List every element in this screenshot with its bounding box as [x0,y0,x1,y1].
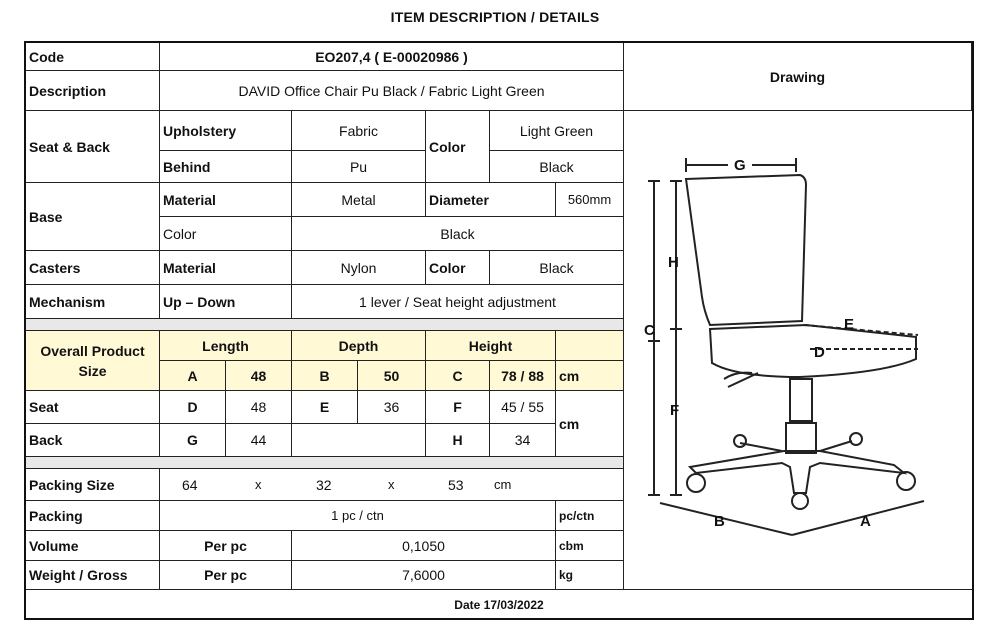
casters-material-label: Material [160,251,292,285]
casters-color-label: Color [426,251,490,285]
drawing-label-h: H [668,254,679,271]
mechanism-label: Mechanism [26,285,160,319]
packing-length: 64 [182,476,198,493]
seat-back-color-label: Color [426,111,490,183]
drawing-label-g: G [734,157,746,174]
packing-x-2: x [388,477,395,492]
dim-h-value: 34 [490,424,556,457]
mechanism-value: 1 lever / Seat height adjustment [292,285,624,319]
volume-value: 0,1050 [292,531,556,561]
base-color-value: Black [292,217,624,251]
caster-back-left [734,435,746,447]
drawing-label-a: A [860,513,871,530]
casters-label: Casters [26,251,160,285]
upholstery-label: Upholstery [160,111,292,151]
dim-d-value: 48 [226,391,292,424]
behind-value: Pu [292,151,426,183]
packing-label: Packing [26,501,160,531]
volume-per: Per pc [160,531,292,561]
base-star [690,451,904,493]
dim-d-letter: D [160,391,226,424]
packing-size-unit: cm [494,477,512,492]
packing-x-1: x [255,477,262,492]
dim-f-letter: F [426,391,490,424]
drawing-label-e: E [844,316,855,333]
base-color-label: Color [160,217,292,251]
base-material-value: Metal [292,183,426,217]
dim-e-value: 36 [358,391,426,424]
weight-label: Weight / Gross [26,561,160,590]
diameter-label: Diameter [426,183,556,217]
dim-a-value: 48 [226,361,292,391]
weight-per: Per pc [160,561,292,590]
behind-label: Behind [160,151,292,183]
packing-unit: pc/ctn [556,501,624,531]
casters-color-value: Black [490,251,624,285]
dim-c-value: 78 / 88 [490,361,556,391]
packing-height: 53 [448,476,464,493]
separator [26,319,624,331]
volume-label: Volume [26,531,160,561]
dim-line-a [792,501,924,535]
seat-dims-label: Seat [26,391,160,424]
gas-lift-upper [790,379,812,421]
length-header: Length [160,331,292,361]
caster-front-left [687,474,705,492]
chair-drawing [624,111,974,589]
dim-g-value: 44 [226,424,292,457]
page-title: ITEM DESCRIPTION / DETAILS [390,9,600,25]
dim-b-value: 50 [358,361,426,391]
back-dims-blank [292,424,426,457]
seat-back-label: Seat & Back [26,111,160,183]
casters-material-value: Nylon [292,251,426,285]
drawing-label-d: D [814,344,825,361]
packing-width: 32 [316,476,332,493]
code-label: Code [26,43,160,71]
weight-value: 7,6000 [292,561,556,590]
caster-front-right [897,472,915,490]
overall-header-blank [556,331,624,361]
code-value: EO207,4 ( E-00020986 ) [160,43,624,71]
date-footer: Date 17/03/2022 [454,598,544,612]
dim-h-letter: H [426,424,490,457]
drawing-label-f: F [670,402,680,419]
backrest-outline [686,175,806,325]
dim-line-e [804,325,918,335]
behind-color-value: Black [490,151,624,183]
base-leg-back-left [740,443,782,451]
drawing-label-b: B [714,513,725,530]
dim-line-b [660,503,792,535]
dim-b-letter: B [292,361,358,391]
depth-header: Depth [292,331,426,361]
base-label: Base [26,183,160,251]
caster-back-right [850,433,862,445]
dim-c-letter: C [426,361,490,391]
dim-f-value: 45 / 55 [490,391,556,424]
packing-value: 1 pc / ctn [160,501,556,531]
seat-color-value: Light Green [490,111,624,151]
diameter-value: 560mm [556,183,624,217]
drawing-label-c: C [644,322,655,339]
packing-size-row [160,469,624,501]
dim-e-letter: E [292,391,358,424]
description-label: Description [26,71,160,111]
weight-unit: kg [556,561,624,590]
upholstery-value: Fabric [292,111,426,151]
description-value: DAVID Office Chair Pu Black / Fabric Light Green [160,71,624,111]
seat-back-unit: cm [556,391,624,457]
base-material-label: Material [160,183,292,217]
dim-a-letter: A [160,361,226,391]
dim-g-letter: G [160,424,226,457]
separator [26,457,624,469]
caster-front-center [792,493,808,509]
drawing-header: Drawing [624,43,972,111]
overall-unit: cm [556,361,624,391]
packing-size-label: Packing Size [26,469,160,501]
overall-size-label: Overall Product Size [26,331,160,391]
volume-unit: cbm [556,531,624,561]
back-dims-label: Back [26,424,160,457]
gas-lift-lower [786,423,816,453]
mechanism-type: Up – Down [160,285,292,319]
base-leg-back-right [820,441,852,451]
height-header: Height [426,331,556,361]
